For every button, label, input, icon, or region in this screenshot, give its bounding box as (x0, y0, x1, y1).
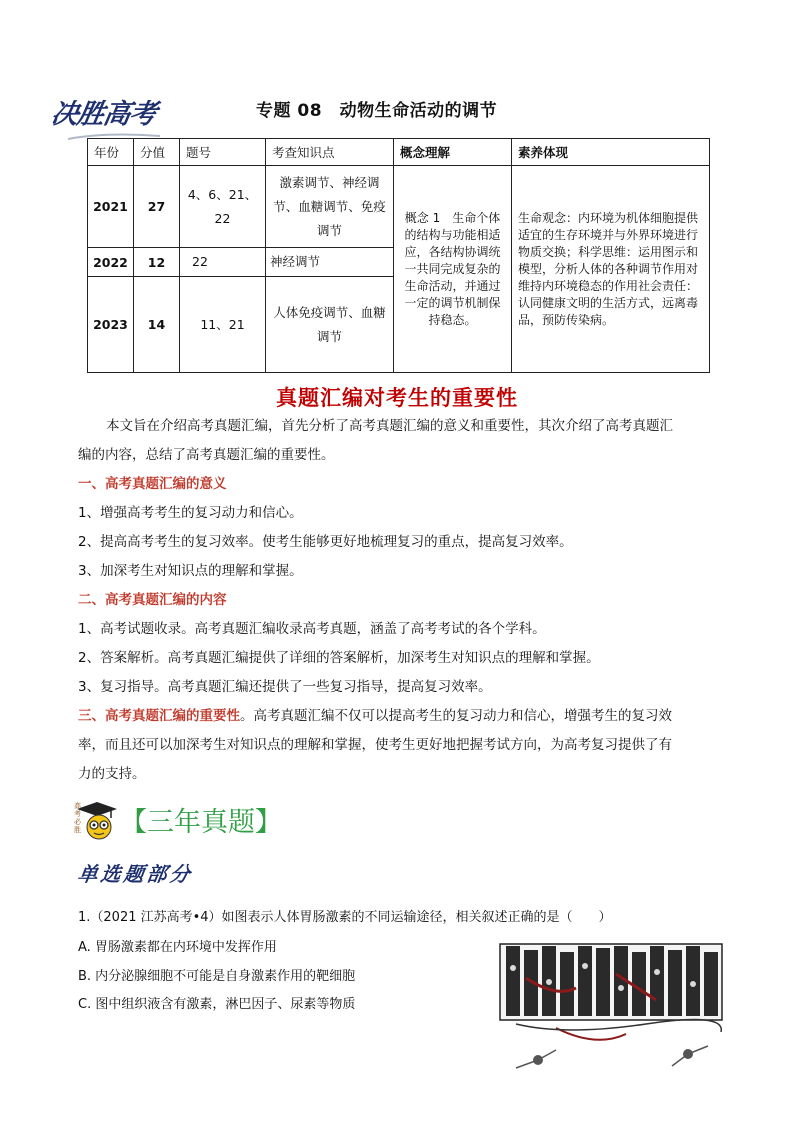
table-row (88, 166, 710, 248)
intro-line-1: 本文旨在介绍高考真题汇编，首先分析了高考真题汇编的意义和重要性，其次介绍了高考真题汇 (106, 418, 673, 434)
cell-questions: 22 (180, 248, 266, 277)
cell-knowledge: 激素调节、神经调节、血糖调节、免疫调节 (266, 166, 394, 248)
header-concept: 概念理解 (394, 139, 512, 166)
list-item: 1、增强高考考生的复习动力和信心。 (78, 505, 303, 521)
part3-title: 三、高考真题汇编的重要性 (78, 708, 240, 724)
three-years-title: 【三年真题】 (120, 807, 282, 838)
cell-knowledge: 神经调节 (266, 248, 394, 277)
badge-text: 高考必胜 (74, 802, 81, 834)
cell-year: 2021 (88, 166, 134, 248)
section-heading: 真题汇编对考生的重要性 (276, 386, 518, 410)
cell-quality: 生命观念：内环境为机体细胞提供适宜的生存环境并与外界环境进行物质交换；科学思维：运用图示和模型，分析人体的各种调节作用对维持内环境稳态的作用社会责任：认同健康文明的生活方式，远离毒品，预防传染病。 (512, 166, 710, 373)
list-item: 3、加深考生对知识点的理解和掌握。 (78, 563, 303, 579)
table-header-row (88, 139, 710, 166)
list-item: 1、高考试题收录。高考真题汇编收录高考真题，涵盖了高考考试的各个学科。 (78, 621, 546, 637)
question-stem: 1.（2021 江苏高考•4）如图表示人体胃肠激素的不同运输途径，相关叙述正确的是（ ） (78, 910, 612, 925)
list-item: 2、提高高考考生的复习效率。使考生能够更好地梳理复习的重点，提高复习效率。 (78, 534, 573, 550)
part1-title: 一、高考真题汇编的意义 (78, 476, 227, 492)
part2-title: 二、高考真题汇编的内容 (78, 592, 227, 608)
question-option-b: B. 内分泌腺细胞不可能是自身激素作用的靶细胞 (78, 969, 356, 984)
question-option-c: C. 图中组织液含有激素，淋巴因子、尿素等物质 (78, 997, 356, 1012)
header-knowledge: 考查知识点 (266, 139, 394, 166)
gastrointestinal-tissue-figure (496, 938, 726, 1074)
cell-knowledge: 人体免疫调节、血糖调节 (266, 277, 394, 373)
list-item: 2、答案解析。高考真题汇编提供了详细的答案解析，加深考生对知识点的理解和掌握。 (78, 650, 600, 666)
part3-text-line-3: 力的支持。 (78, 766, 146, 782)
cell-year: 2023 (88, 277, 134, 373)
header-quality: 素养体现 (512, 139, 710, 166)
intro-line-2: 编的内容，总结了高考真题汇编的重要性。 (78, 447, 335, 463)
list-item: 3、复习指导。高考真题汇编还提供了一些复习指导，提高复习效率。 (78, 679, 492, 695)
page-title: 专题 08 动物生命活动的调节 (256, 101, 498, 121)
cell-score: 14 (134, 277, 180, 373)
cell-score: 27 (134, 166, 180, 248)
exam-overview-table (87, 138, 710, 373)
part3-paragraph (78, 702, 728, 731)
header-questions: 题号 (180, 139, 266, 166)
cell-year: 2022 (88, 248, 134, 277)
single-choice-label: 单选题部分 (76, 862, 195, 886)
cell-score: 12 (134, 248, 180, 277)
logo-text: 决胜高考 (48, 99, 159, 130)
cell-questions: 4、6、21、22 (180, 166, 266, 248)
question-option-a: A. 胃肠激素都在内环境中发挥作用 (78, 940, 277, 955)
cell-concept: 概念 1 生命个体的结构与功能相适应，各结构协调统一共同完成复杂的生命活动，并通过一定的调节机制保持稳态。 (394, 166, 512, 373)
header-score: 分值 (134, 139, 180, 166)
part3-text-line-1: 。高考真题汇编不仅可以提高考生的复习动力和信心，增强考生的复习效 (240, 708, 672, 724)
header-year: 年份 (88, 139, 134, 166)
part3-text-line-2: 率，而且还可以加深考生对知识点的理解和掌握，使考生更好地把握考试方向，为高考复习提供了有 (78, 737, 672, 753)
cell-questions: 11、21 (180, 277, 266, 373)
